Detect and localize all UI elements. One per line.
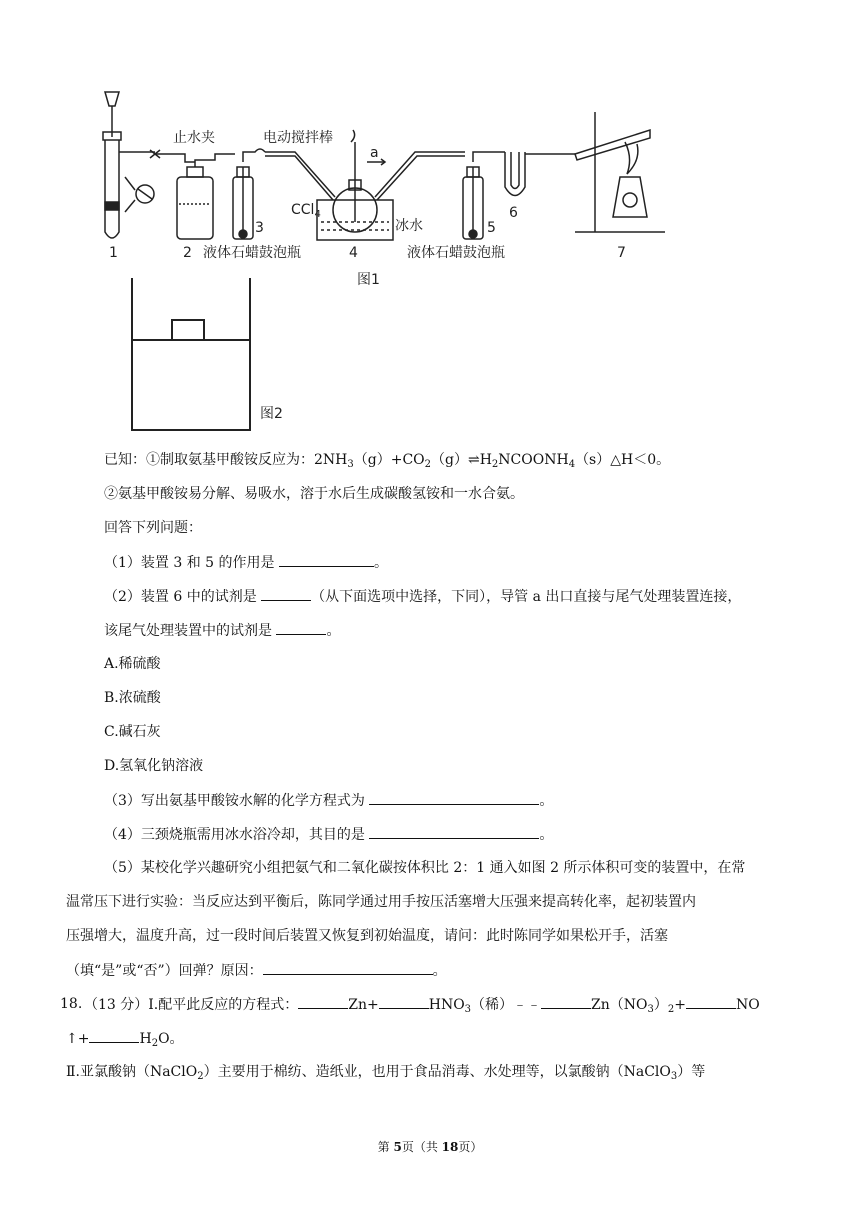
question-18-line-2: ↑+ $H_2O$。 [66,1028,184,1049]
question-18-number: 18. [60,996,83,1012]
apparatus-6 [505,152,575,196]
apparatus-2 [177,154,235,239]
label-bubbler-right: 液体石蜡鼓泡瓶 [407,245,505,261]
figure-2-caption: 图2 [260,406,283,422]
question-4: （4）三颈烧瓶需用冰水浴冷却，其目的是 。 [104,824,553,845]
connecting-tubes [265,152,465,200]
question-5-line-1: （5）某校化学兴趣研究小组把氨气和二氧化碳按体积比 2：1 通入如图 2 所示体积可变的装置中，在常 [104,860,746,876]
question-18-line-3: Ⅱ.亚氯酸钠（NaClO$_2$）主要用于棉纺、造纸业，也用于食品消毒、水处理等，以氯酸钠（NaClO$_3$）等 [66,1064,706,1082]
label-n2: 2 [183,245,192,261]
question-18-line-1: （13 分）Ⅰ.配平此反应的方程式： $Zn+ HNO_3$（稀）﹣﹣ $Zn(NO_3)_2+$ NO [84,994,760,1015]
label-arrow-a: a [370,145,379,161]
label-n5: 5 [487,220,496,236]
label-n6: 6 [509,205,518,221]
answer-blank-1[interactable] [279,552,374,567]
question-2-line-1: （2）装置 6 中的试剂是 （从下面选项中选择，下同），导管 a 出口直接与尾气处理装置连接， [104,586,741,607]
apparatus-1 [103,92,155,238]
answer-blank-5[interactable] [263,960,433,975]
option-c: C.碱石灰 [104,724,161,740]
label-n1: 1 [109,245,118,261]
coef-blank-h2o[interactable] [89,1028,139,1043]
label-stirrer: 电动搅拌棒 [263,130,333,146]
label-stop-clamp: 止水夹 [173,130,215,146]
known-line-2: ②氨基甲酸铵易分解、易吸水，溶于水后生成碳酸氢铵和一水合氨。 [104,486,524,502]
apparatus-7 [575,112,665,232]
coef-blank-no[interactable] [686,994,736,1009]
question-5-line-4: （填“是”或“否”）回弹？原因： 。 [66,960,447,981]
label-ice-water: 冰水 [395,218,423,234]
question-2-line-2: 该尾气处理装置中的试剂是 。 [104,620,340,641]
coef-blank-zn[interactable] [298,994,348,1009]
label-ccl4: CCl$_4$ [291,202,321,220]
coef-blank-hno3[interactable] [379,994,429,1009]
option-a: A.稀硫酸 [104,656,161,672]
option-d: D.氢氧化钠溶液 [104,758,204,774]
page-footer: 第 5页（共 18页） [377,1140,483,1154]
apparatus-4 [317,130,393,240]
question-1: （1）装置 3 和 5 的作用是 。 [104,552,388,573]
stop-clamp [150,150,195,162]
question-5-line-2: 温常压下进行实验：当反应达到平衡后，陈同学通过用手按压活塞增大压强来提高转化率，起初装置内 [66,894,696,910]
label-bubbler-left: 液体石蜡鼓泡瓶 [203,245,301,261]
answer-blank-3[interactable] [369,790,539,805]
prompt: 回答下列问题： [104,520,202,536]
figure-1-apparatus [95,82,695,292]
answer-blank-4[interactable] [369,824,539,839]
label-n3: 3 [255,220,264,236]
known-line-1: 已知：①制取氨基甲酸铵反应为：$2NH_3(g)+CO_2(g)\rightleftharpoons H_2NCOONH_4(s)\triangle H<0$。 [104,452,671,470]
apparatus-5 [463,152,505,239]
label-n7: 7 [617,245,626,261]
label-n4: 4 [349,245,358,261]
answer-blank-2b[interactable] [276,620,326,635]
figure-1-caption: 图1 [357,272,380,288]
answer-blank-2a[interactable] [261,586,311,601]
question-3: （3）写出氨基甲酸铵水解的化学方程式为 。 [104,790,553,811]
coef-blank-zn-no3[interactable] [541,994,591,1009]
option-b: B.浓硫酸 [104,690,161,706]
figure-2-container [120,278,283,433]
question-5-line-3: 压强增大，温度升高，过一段时间后装置又恢复到初始温度，请问：此时陈同学如果松开手，活塞 [66,928,668,944]
